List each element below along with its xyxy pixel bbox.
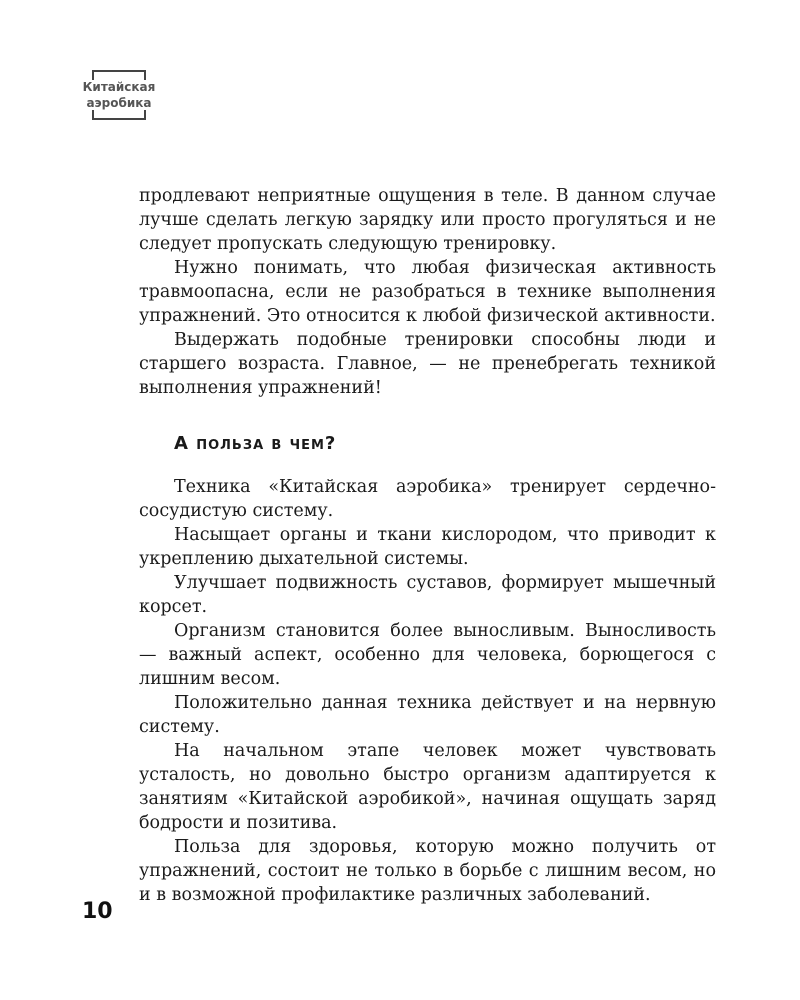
page-number: 10	[82, 899, 113, 924]
section-heading: А польза в чем?	[174, 433, 337, 454]
paragraph: Техника «Китайская аэробика» тренирует сердечно-сосудистую систему.	[139, 477, 716, 521]
paragraph: Выдержать подобные тренировки способны люди и старшего возраста. Главное, — не пренебрегать техникой выполнения упражнений!	[139, 330, 716, 398]
paragraph: Польза для здоровья, которую можно получить от упражнений, состоит не только в борьбе с лишним весом, но и в возможной профилактике различных заболеваний.	[139, 837, 716, 905]
paragraph: Положительно данная техника действует и на нервную систему.	[139, 693, 716, 737]
header-bracket-bottom	[92, 110, 146, 120]
paragraph: На начальном этапе человек может чувствовать усталость, но довольно быстро организм адаптируется к занятиям «Китайской аэробикой», начиная ощущать заряд бодрости и позитива.	[139, 741, 716, 833]
paragraph: Улучшает подвижность суставов, формирует мышечный корсет.	[139, 573, 716, 617]
running-header	[82, 70, 156, 120]
header-title-line1: Китайская	[82, 80, 156, 94]
paragraph: Нужно понимать, что любая физическая активность травмоопасна, если не разобраться в технике выполнения упражнений. Это относится к любой физической активности.	[139, 258, 716, 326]
header-title-line2: аэробика	[86, 96, 152, 110]
header-title	[82, 79, 156, 111]
paragraph: Организм становится более выносливым. Выносливость — важный аспект, особенно для человека, борющегося с лишним весом.	[139, 621, 716, 689]
paragraph: продлевают неприятные ощущения в теле. В данном случае лучше сделать легкую зарядку или просто прогуляться и не следует пропускать следующую тренировку.	[139, 186, 716, 254]
paragraph: Насыщает органы и ткани кислородом, что приводит к укреплению дыхательной системы.	[139, 525, 716, 569]
page-body	[139, 184, 716, 907]
